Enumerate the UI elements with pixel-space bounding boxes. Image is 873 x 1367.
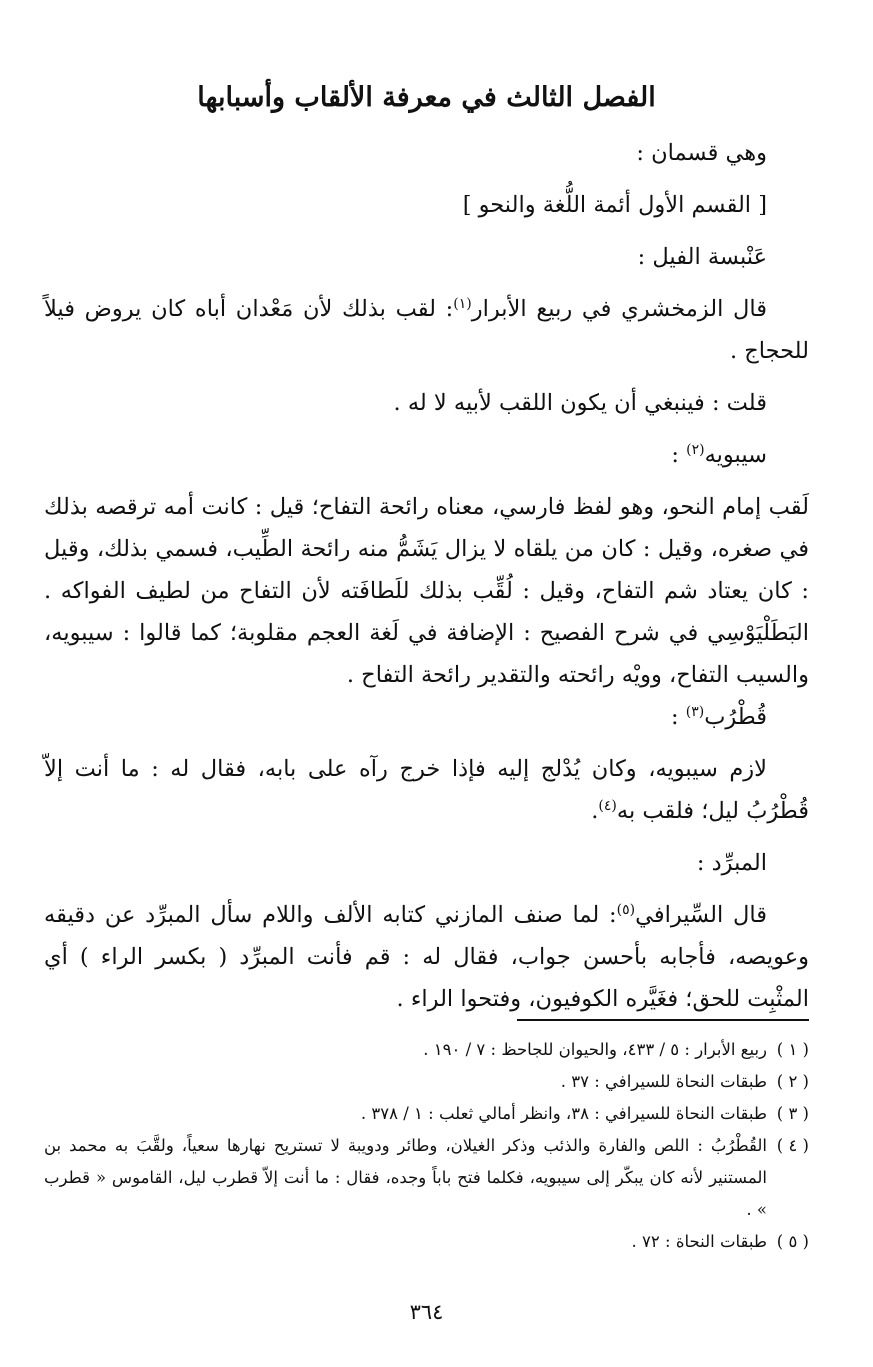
paragraph-text: : لما صنف المازني كتابه الألف واللام سأل المبرِّد عن دقيقه وعويصه، فأجابه بأحسن جواب، فقال له : قم فأنت المبرِّد ( بكسر الراء ) أي المثْبِت للحق؛ فغَيَّره الكوفيون، وفتحوا الراء .: [44, 902, 809, 1012]
footnote-text: طبقات النحاة للسيرافي : ٣٨، وانظر أمالي ثعلب : ١ / ٣٧٨ .: [360, 1104, 767, 1123]
entry-paragraph: [44, 288, 809, 372]
entry-heading-sibawayh: [44, 434, 809, 476]
heading-colon: :: [670, 704, 686, 730]
footnote-number: ( ١ ): [776, 1040, 809, 1059]
entry-paragraph: [44, 894, 809, 1020]
footnote-ref: (٢): [686, 442, 705, 458]
intro-line: وهي قسمان :: [636, 140, 767, 166]
entry-heading-mubarrad: المبرِّد :: [696, 850, 767, 876]
chapter-title: الفصل الثالث في معرفة الألقاب وأسبابها: [197, 82, 656, 113]
footnotes: [44, 1034, 809, 1258]
footnote-number: ( ٤ ): [776, 1136, 809, 1155]
footnote-4: [44, 1130, 809, 1226]
paragraph-text: .: [591, 798, 599, 824]
body-text: [44, 132, 809, 1020]
paragraph-text: : لقب بذلك لأن مَعْدان أباه كان يروض فيلاً للحجاج .: [44, 296, 809, 364]
entry-heading-qutrub: [44, 696, 809, 738]
section-heading: [ القسم الأول أئمة اللُّغة والنحو ]: [462, 192, 767, 218]
entry-paragraph: قلت : فينبغي أن يكون اللقب لأبيه لا له .: [393, 390, 767, 416]
footnote-text: طبقات النحاة للسيرافي : ٣٧ .: [560, 1072, 767, 1091]
footnote-ref: (١): [453, 296, 472, 312]
footnote-number: ( ٣ ): [776, 1104, 809, 1123]
footnote-ref: (٤): [598, 798, 617, 814]
heading-colon: :: [671, 442, 687, 468]
footnote-number: ( ٢ ): [776, 1072, 809, 1091]
footnote-ref: (٥): [616, 902, 636, 918]
paragraph-text: لازم سيبويه، وكان يُدْلج إليه فإذا خرج رآه على بابه، فقال له : ما أنت إلاّ قُطْرُبُ ليل؛ فلقب به: [44, 756, 809, 824]
entry-paragraph: [44, 748, 809, 832]
footnote-1: [44, 1034, 809, 1066]
heading-text: سيبويه: [704, 442, 767, 468]
footnote-number: ( ٥ ): [776, 1232, 809, 1251]
footnote-text: القُطْرُبُ : اللص والفارة والذئب وذكر الغيلان، وطائر ودويبة لا تستريح نهارها سعياً، ولقَّبَ به محمد بن المستنير لأنه كان يبكّر إلى سيبويه، فكلما فتح باباً وجده، فقال : ما أنت إلاّ قطرب ليل، القاموس « قطرب » .: [44, 1136, 767, 1219]
footnote-2: [44, 1066, 809, 1098]
footnote-3: [44, 1098, 809, 1130]
footnote-text: طبقات النحاة : ٧٢ .: [631, 1232, 767, 1251]
book-page: [44, 0, 809, 1367]
entry-paragraph: لَقب إمام النحو، وهو لفظ فارسي، معناه رائحة التفاح؛ قيل : كانت أمه ترقصه بذلك في صغره، وقيل : كان من يلقاه لا يزال يَشَمُّ منه رائحة الطِّيب، فسمي بذلك، وقيل : كان يعتاد شم التفاح، وقيل : لُقِّب بذلك للَطافَته لأن التفاح من لطيف الفواكه . البَطَلْيَوْسِي في شرح الفصيح : الإضافة في لَغة العجم مقلوبة؛ كما قالوا : سيبويه، والسيب التفاح، وويْه رائحته والتقدير رائحة التفاح .: [44, 494, 809, 688]
heading-text: قُطْرُب: [704, 704, 767, 730]
footnote-5: [44, 1226, 809, 1258]
paragraph-text: قال الزمخشري في ربيع الأبرار: [471, 296, 767, 322]
page-number: ٣٦٤: [409, 1300, 444, 1324]
paragraph-text: قال السِّيرافي: [635, 902, 767, 928]
footnote-ref: (٣): [685, 704, 705, 720]
footnote-separator: [517, 1019, 809, 1021]
footnote-text: ربيع الأبرار : ٥ / ٤٣٣، والحيوان للجاحظ : ٧ / ١٩٠ .: [423, 1040, 767, 1059]
entry-heading-anbasa: عَنْبسة الفيل :: [637, 244, 767, 270]
